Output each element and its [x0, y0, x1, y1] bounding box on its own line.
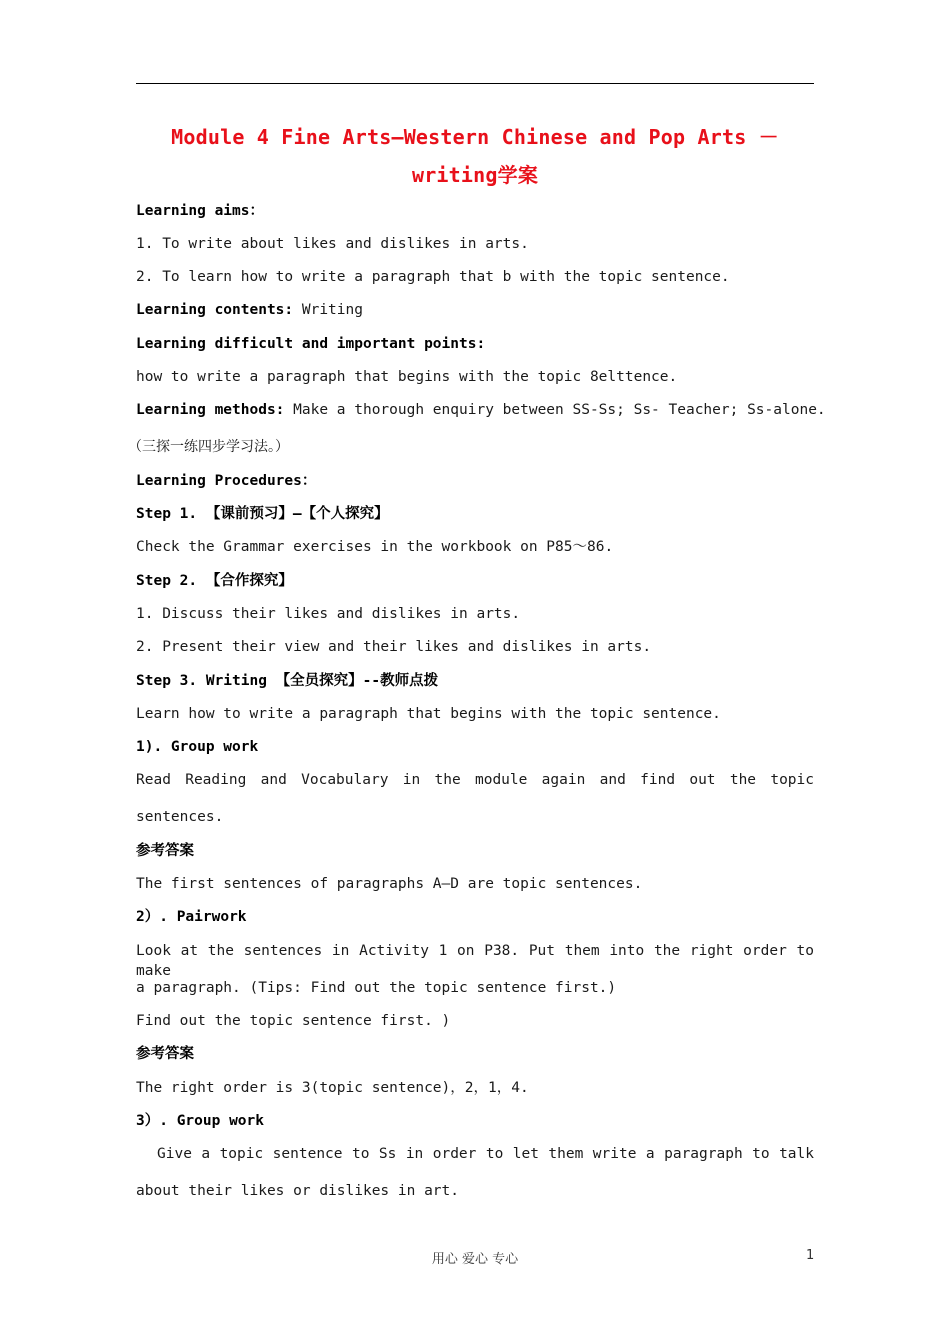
- methods-row: [136, 400, 826, 420]
- step1-text: Check the Grammar exercises in the workbook on P85～86.: [136, 539, 614, 555]
- pair-heading: 2）. Pairwork: [136, 909, 247, 925]
- points-heading: Learning difficult and important points:: [136, 336, 486, 352]
- step3-text: Learn how to write a paragraph that begins with the topic sentence.: [136, 706, 721, 722]
- pair-line-1: Look at the sentences in Activity 1 on P38. Put them into the right order to make: [136, 943, 814, 979]
- contents-label: Learning contents:: [136, 302, 294, 318]
- step2-heading: Step 2. 【合作探究】: [136, 573, 293, 589]
- group1-answer: The first sentences of paragraphs A—D are topic sentences.: [136, 876, 643, 892]
- methods-label: Learning methods:: [136, 402, 285, 418]
- group1-heading: 1). Group work: [136, 739, 259, 755]
- contents-value: Writing: [293, 302, 363, 318]
- step2-item-2: 2. Present their view and their likes and dislikes in arts.: [136, 639, 652, 655]
- step1-heading: Step 1. 【课前预习】—【个人探究】: [136, 506, 389, 522]
- methods-note: （三探一练四步学习法。）: [128, 439, 289, 455]
- pair-answer: The right order is 3(topic sentence)，2，1，4.: [136, 1080, 529, 1096]
- aim-item-1: 1. To write about likes and dislikes in arts.: [136, 236, 529, 252]
- group1-line-1: Read Reading and Vocabulary in the module again and find out the topic: [136, 772, 814, 788]
- step2-item-1: 1. Discuss their likes and dislikes in arts.: [136, 606, 521, 622]
- pair-answer-label: 参考答案: [136, 1046, 194, 1062]
- page-number: 1: [806, 1248, 815, 1263]
- group1-line-2: sentences.: [136, 809, 224, 825]
- methods-value: Make a thorough enquiry between SS-Ss; Ss- Teacher; Ss-alone.: [284, 402, 826, 418]
- contents-row: [136, 300, 814, 320]
- procedures-heading: Learning Procedures：: [136, 473, 317, 489]
- step3-heading: Step 3. Writing 【全员探究】--教师点拨: [136, 673, 439, 689]
- group3-line-1: Give a topic sentence to Ss in order to let them write a paragraph to talk: [157, 1146, 814, 1162]
- aim-item-2: 2. To learn how to write a paragraph that b with the topic sentence.: [136, 269, 730, 285]
- header-rule: [136, 83, 814, 84]
- pair-line-2: a paragraph. (Tips: Find out the topic sentence first.): [136, 980, 617, 996]
- group3-heading: 3）. Group work: [136, 1113, 264, 1129]
- pair-line-3: Find out the topic sentence first. ): [136, 1013, 451, 1029]
- footer-motto: 用心 爱心 专心: [431, 1252, 519, 1267]
- aims-heading: Learning aims：: [136, 203, 264, 219]
- document-title: Module 4 Fine Arts—Western Chinese and Pop Arts －writing学案: [171, 125, 779, 187]
- points-text: how to write a paragraph that begins with the topic 8elttence.: [136, 369, 678, 385]
- group1-answer-label: 参考答案: [136, 843, 194, 859]
- group3-line-2: about their likes or dislikes in art.: [136, 1183, 460, 1199]
